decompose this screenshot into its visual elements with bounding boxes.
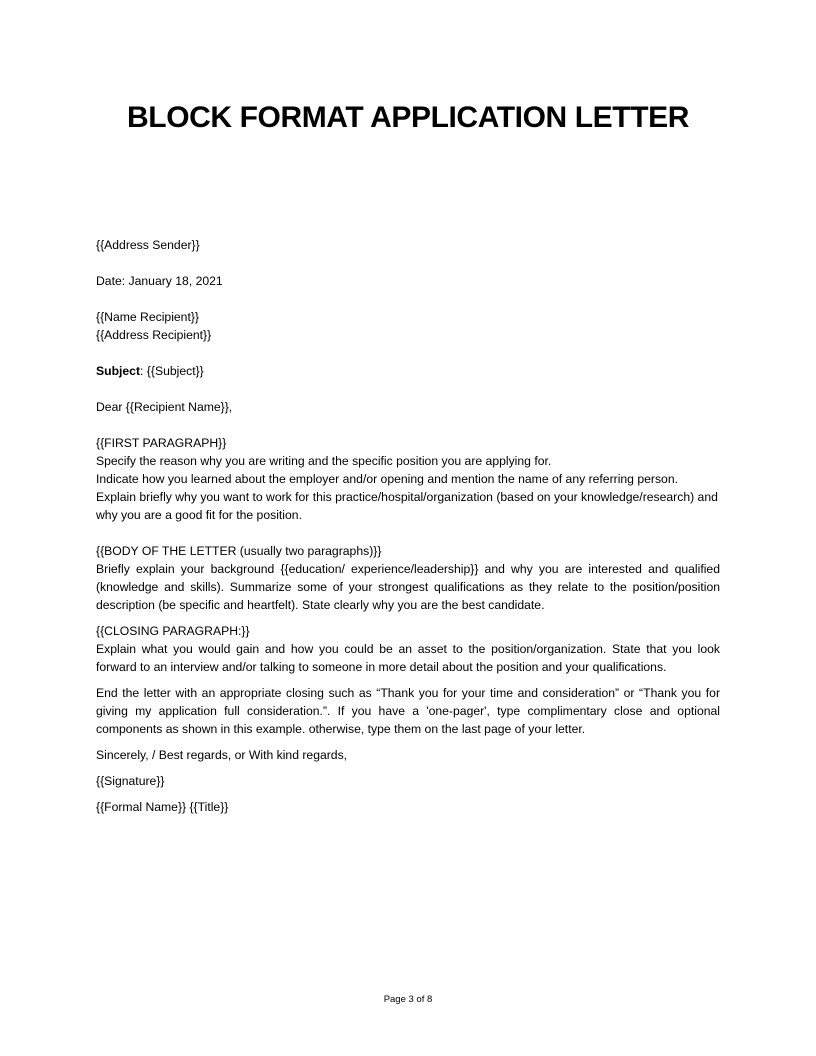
name-recipient: {{Name Recipient}} — [96, 310, 199, 324]
letter-date: Date: January 18, 2021 — [96, 274, 223, 288]
letter-body — [96, 236, 720, 816]
signature: {{Signature}} — [96, 774, 165, 788]
salutation: Dear {{Recipient Name}}, — [96, 400, 233, 414]
subject-label: Subject — [96, 364, 141, 378]
body-paragraph-heading: {{BODY OF THE LETTER (usually two paragraphs)}} — [96, 544, 382, 558]
subject-value: : {{Subject}} — [140, 364, 204, 378]
closing-paragraph-text: Explain what you would gain and how you could be an asset to the position/organization. State that you look forward to an interview and/or talking to someone in more detail about the position and your qualifications. — [96, 642, 720, 674]
first-paragraph-line1: Specify the reason why you are writing and the specific position you are applying for. — [96, 454, 552, 468]
closing-paragraph-heading: {{CLOSING PARAGRAPH:}} — [96, 624, 250, 638]
body-paragraph-text: Briefly explain your background {{education/ experience/leadership}} and why you are interested and qualified (knowledge and skills). Summarize some of your strongest qualifications as they relate to the position/position description (be specific and heartfelt). State clearly why you are the best candidate. — [96, 562, 720, 612]
first-paragraph-text: Indicate how you learned about the employer and/or opening and mention the name of any referring person. Explain briefly why you want to work for this practice/hospital/organization (based on your knowledge/research) and why you are a good fit for the position. — [96, 472, 718, 522]
document-title: BLOCK FORMAT APPLICATION LETTER — [127, 101, 689, 134]
page-number: Page 3 of 8 — [383, 994, 433, 1005]
subject-line — [96, 362, 720, 380]
address-recipient: {{Address Recipient}} — [96, 328, 212, 342]
formal-name: {{Formal Name}} {{Title}} — [96, 800, 229, 814]
first-paragraph-heading: {{FIRST PARAGRAPH}} — [96, 436, 227, 450]
address-sender: {{Address Sender}} — [96, 238, 200, 252]
end-paragraph: End the letter with an appropriate closing such as “Thank you for your time and consideration” or “Thank you for giving my application full consideration.”. If you have a 'one-pager', type complimentary close and optional components as shown in this example. otherwise, type them on the last page of your letter. — [96, 686, 720, 736]
closing-phrase: Sincerely, / Best regards, or With kind regards, — [96, 748, 348, 762]
